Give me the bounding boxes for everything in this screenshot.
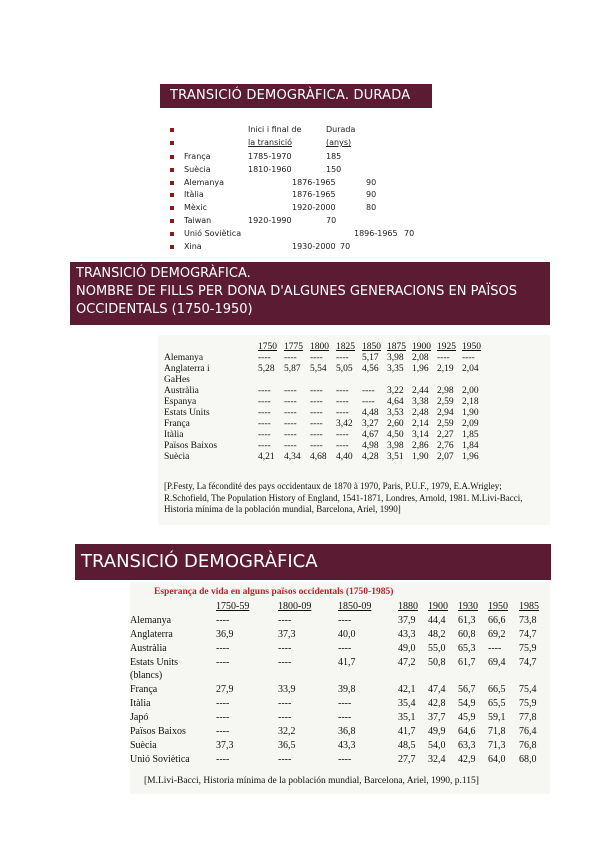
country-label: Austràlia [164,386,199,396]
table-cell: 3,51 [387,452,404,462]
table-cell: 75,9 [519,643,537,654]
country-name: Mèxic [184,203,208,213]
year-header: 1950 [462,342,481,352]
transition-period: 1930-2000 [292,241,336,251]
table-cell: ---- [278,657,292,668]
duration-years: 150 [326,164,342,174]
table-cell: 3,98 [387,353,404,363]
table-cell: ---- [258,386,271,396]
table-cell: 61,3 [458,615,476,626]
table-cell: 1,90 [412,452,429,462]
period-header: 1800-09 [278,601,312,612]
table-cell: 2,76 [437,441,454,451]
table-cell: 75,4 [519,684,537,695]
bullet-icon [170,168,174,172]
table-cell: ---- [284,419,297,429]
table-cell: ---- [336,386,349,396]
section1-banner: TRANSICIÓ DEMOGRÀFICA. DURADA [160,84,432,108]
year-header: 1800 [310,342,329,352]
table-cell: 32,4 [428,754,446,765]
period-header: 1750-59 [216,601,250,612]
table-cell: 65,3 [458,643,476,654]
table-cell: 2,86 [412,441,429,451]
table-cell: 44,4 [428,615,446,626]
duration-years: 80 [366,203,377,213]
duration-years: 90 [366,190,377,200]
table-cell: 1,85 [462,430,479,440]
banner-line-2: NOMBRE DE FILLS PER DONA D'ALGUNES GENERACIONS EN PAÏSOS [76,284,518,299]
table-cell: 4,40 [336,452,353,462]
table-cell: 36,8 [338,726,356,737]
duration-years: 185 [326,152,342,161]
table-cell: ---- [258,353,271,363]
table-cell: 4,50 [387,430,404,440]
list-item [170,216,430,228]
table-cell: 27,7 [398,754,416,765]
table-cell: ---- [310,353,323,363]
table-cell: ---- [258,441,271,451]
table-cell: 73,8 [519,615,537,626]
header-duration: Durada [326,125,356,134]
table-cell: 5,17 [362,353,379,363]
country-label: Suècia [164,452,190,462]
table-cell: ---- [278,754,292,765]
table-cell: 54,9 [458,698,476,709]
table-cell: ---- [437,353,450,363]
table-cell: 4,34 [284,452,301,462]
table-cell: 3,27 [362,419,379,429]
country-label: França [130,684,158,695]
section2-banner [70,262,550,325]
country-label: França [164,419,190,429]
table-cell: ---- [462,353,475,363]
header-duration-2: (anys) [326,138,352,147]
list-header [170,125,430,137]
table-cell: 74,7 [519,629,537,640]
table-cell: 56,7 [458,684,476,695]
table-cell: 55,0 [428,643,446,654]
duration-years: 70 [340,241,351,251]
table-cell: ---- [216,643,230,654]
bullet-icon [170,155,174,159]
table-cell: 71,8 [488,726,506,737]
table-cell: ---- [336,441,349,451]
list-item [170,229,430,241]
table-cell: 33,9 [278,684,296,695]
country-name: Suècia [184,164,211,174]
table-cell: ---- [338,754,352,765]
table-cell: 42,9 [458,754,476,765]
table-cell: ---- [216,754,230,765]
period-header: 1950 [488,601,508,612]
table-cell: 47,4 [428,684,446,695]
bullet-icon [170,128,174,132]
country-label: Alemanya [130,615,172,626]
table-cell: 3,22 [387,386,404,396]
table-cell: 49,0 [398,643,416,654]
table-cell: ---- [284,430,297,440]
table-cell: ---- [310,441,323,451]
fertility-table [158,335,550,525]
table-cell: 2,18 [462,397,479,407]
table-cell: 76,4 [519,726,537,737]
table-cell: 59,1 [488,712,506,723]
table-cell: ---- [216,698,230,709]
life-expectancy-source: [M.Livi-Bacci, Historia mínima de la población mundial, Barcelona, Ariel, 1990, p.115] [144,776,479,786]
section3-banner: TRANSICIÓ DEMOGRÀFICA [75,544,551,580]
table-cell: 66,6 [488,615,506,626]
table-cell: 36,9 [216,629,234,640]
table-cell: ---- [258,430,271,440]
table-cell: ---- [338,712,352,723]
country-name: Unió Soviètica [184,228,242,238]
table-cell: 60,8 [458,629,476,640]
country-label: Espanya [164,397,197,407]
table-cell: 4,98 [362,441,379,451]
table-cell: 37,9 [398,615,416,626]
table-cell: ---- [278,643,292,654]
table-cell: 5,28 [258,364,275,374]
country-label: Països Baixos [164,441,218,451]
table-cell: 3,53 [387,408,404,418]
transition-period: 1896-1965 [354,228,398,238]
table-cell: ---- [310,386,323,396]
table-cell: ---- [284,408,297,418]
table-cell: 37,3 [278,629,296,640]
table-cell: 2,94 [437,408,454,418]
table-cell: 45,9 [458,712,476,723]
country-label: Austràlia [130,643,167,654]
country-label: Països Baixos [130,726,186,737]
table-cell: 76,8 [519,740,537,751]
table-cell: 4,56 [362,364,379,374]
table-cell: 48,2 [428,629,446,640]
table-cell: 75,9 [519,698,537,709]
table-cell: 2,07 [437,452,454,462]
table-cell: 2,00 [462,386,479,396]
transition-period: 1920-1990 [248,216,292,225]
table-cell: 1,96 [462,452,479,462]
table-cell: 35,1 [398,712,416,723]
table-cell: 74,7 [519,657,537,668]
year-header: 1850 [362,342,381,352]
table-cell: 71,3 [488,740,506,751]
table-cell: 3,14 [412,430,429,440]
fertility-source: [P.Festy, La fécondité des pays occidentaux de 1870 à 1970, Paris, P.U.F., 1979, E.A.Wrigley; R.Schofield, The Population History of England, 1541-1871, Londres, Arnold, 1981. M.Livi-Bacci, Historia mínima de la población mundial, Barcelona, Ariel, 1990] [164,481,523,514]
table-cell: ---- [284,353,297,363]
transition-period: 1876-1965 [292,190,336,200]
table-cell: 2,14 [412,419,429,429]
table-cell: 3,98 [387,441,404,451]
period-header: 1985 [519,601,539,612]
table-cell: 69,2 [488,629,506,640]
table-cell: 39,8 [338,684,356,695]
period-header: 1880 [398,601,418,612]
banner-line-1: TRANSICIÓ DEMOGRÀFICA. [76,266,251,281]
year-header: 1925 [437,342,456,352]
table-cell: 36,5 [278,740,296,751]
country-name: Xina [184,241,202,251]
table-cell: 27,9 [216,684,234,695]
table-cell: 77,8 [519,712,537,723]
table-cell: 2,19 [437,364,454,374]
table-cell: 49,9 [428,726,446,737]
table-cell: ---- [216,726,230,737]
table-cell: 1,84 [462,441,479,451]
table-cell: 1,90 [462,408,479,418]
table-cell: 37,7 [428,712,446,723]
table-cell: ---- [258,408,271,418]
country-name: Alemanya [184,177,225,187]
table-cell: 4,21 [258,452,275,462]
table-cell: ---- [216,712,230,723]
header-period-2: la transició [248,138,292,147]
duration-years: 70 [404,228,415,238]
bullet-icon [170,232,174,236]
table-cell: 4,67 [362,430,379,440]
table-cell: ---- [488,643,502,654]
table-cell: 42,8 [428,698,446,709]
table-cell: 3,35 [387,364,404,374]
table-cell: 5,87 [284,364,301,374]
table-cell: ---- [310,408,323,418]
table-cell: 64,6 [458,726,476,737]
table-cell: 43,3 [398,629,416,640]
country-label: Suècia [130,740,157,751]
table-cell: 32,2 [278,726,296,737]
table-cell: 4,48 [362,408,379,418]
list-item [170,203,430,215]
transition-period: 1785-1970 [248,152,292,161]
year-header: 1775 [284,342,303,352]
table-cell: 37,3 [216,740,234,751]
table-cell: 2,59 [437,419,454,429]
table-cell: 3,42 [336,419,353,429]
duration-years: 70 [326,216,337,225]
table-cell: 4,64 [387,397,404,407]
table-cell: 42,1 [398,684,416,695]
country-name: França [184,152,211,161]
table-cell: 2,48 [412,408,429,418]
table-cell: 54,0 [428,740,446,751]
transition-period: 1810-1960 [248,164,292,174]
bullet-icon [170,206,174,210]
table-cell: ---- [338,643,352,654]
table-cell: 2,08 [412,353,429,363]
table-cell: ---- [258,397,271,407]
table-cell: 2,59 [437,397,454,407]
year-header: 1825 [336,342,355,352]
transition-period: 1876-1965 [292,177,336,187]
year-header: 1750 [258,342,277,352]
duration-years: 90 [366,177,377,187]
table-cell: 5,05 [336,364,353,374]
table-cell: ---- [336,397,349,407]
table-cell: 2,09 [462,419,479,429]
country-label: Unió Soviètica [130,754,190,765]
table-cell: 68,0 [519,754,537,765]
life-expectancy-title: Esperança de vida en alguns països occidentals (1750-1985) [154,587,394,597]
table-cell: 48,5 [398,740,416,751]
table-cell: ---- [362,386,375,396]
bullet-icon [170,219,174,223]
table-cell: 1,96 [412,364,429,374]
country-label: Itàlia [164,430,184,440]
header-period: Inici i final de [248,125,302,134]
country-name: Taiwan [184,216,212,225]
bullet-icon [170,245,174,249]
life-expectancy-table [130,582,550,794]
table-cell: 5,54 [310,364,327,374]
year-header: 1900 [412,342,431,352]
table-cell: ---- [338,615,352,626]
table-cell: ---- [310,419,323,429]
table-cell: ---- [284,386,297,396]
transition-period: 1920-2000 [292,203,336,213]
table-cell: ---- [216,657,230,668]
country-label: Alemanya [164,353,204,363]
country-label: Estats Units [164,408,210,418]
country-label: Anglaterra [130,629,173,640]
table-cell: ---- [278,698,292,709]
table-cell: 64,0 [488,754,506,765]
table-cell: ---- [284,397,297,407]
list-item [170,165,430,177]
year-header: 1875 [387,342,406,352]
table-cell: 41,7 [338,657,356,668]
table-cell: 2,98 [437,386,454,396]
table-cell: 43,3 [338,740,356,751]
period-header: 1930 [458,601,478,612]
table-cell: 35,4 [398,698,416,709]
table-cell: 69,4 [488,657,506,668]
table-cell: ---- [336,353,349,363]
table-cell: ---- [278,712,292,723]
table-cell: ---- [216,615,230,626]
table-cell: 40,0 [338,629,356,640]
table-cell: 4,28 [362,452,379,462]
table-cell: 2,60 [387,419,404,429]
table-cell: 2,04 [462,364,479,374]
country-label: Itàlia [130,698,151,709]
table-cell: 47,2 [398,657,416,668]
table-cell: 4,68 [310,452,327,462]
country-label-2: (blancs) [130,670,163,681]
list-item [170,190,430,202]
table-cell: ---- [336,408,349,418]
table-cell: 66,5 [488,684,506,695]
table-cell: ---- [310,430,323,440]
period-header: 1900 [428,601,448,612]
list-item [170,242,430,254]
table-cell: ---- [362,397,375,407]
table-cell: ---- [336,430,349,440]
table-cell: 63,3 [458,740,476,751]
list-item [170,178,430,190]
table-cell: 65,5 [488,698,506,709]
table-cell: ---- [278,615,292,626]
bullet-icon [170,181,174,185]
list-header-2 [170,138,430,150]
list-item [170,152,430,164]
period-header: 1850-09 [338,601,372,612]
country-label: Anglaterra i [164,364,210,374]
country-label: Japó [130,712,149,723]
table-cell: 41,7 [398,726,416,737]
table-cell: 2,44 [412,386,429,396]
table-cell: 3,38 [412,397,429,407]
country-label-2: GaHes [164,375,190,385]
bullet-icon [170,141,174,145]
country-name: Itàlia [184,190,204,200]
table-cell: 2,27 [437,430,454,440]
banner-line-3: OCCIDENTALS (1750-1950) [76,302,253,317]
table-cell: ---- [284,441,297,451]
bullet-icon [170,193,174,197]
table-cell: 61,7 [458,657,476,668]
table-cell: ---- [310,397,323,407]
country-label: Estats Units [130,657,179,668]
table-cell: 50,8 [428,657,446,668]
table-cell: ---- [258,419,271,429]
table-cell: ---- [338,698,352,709]
